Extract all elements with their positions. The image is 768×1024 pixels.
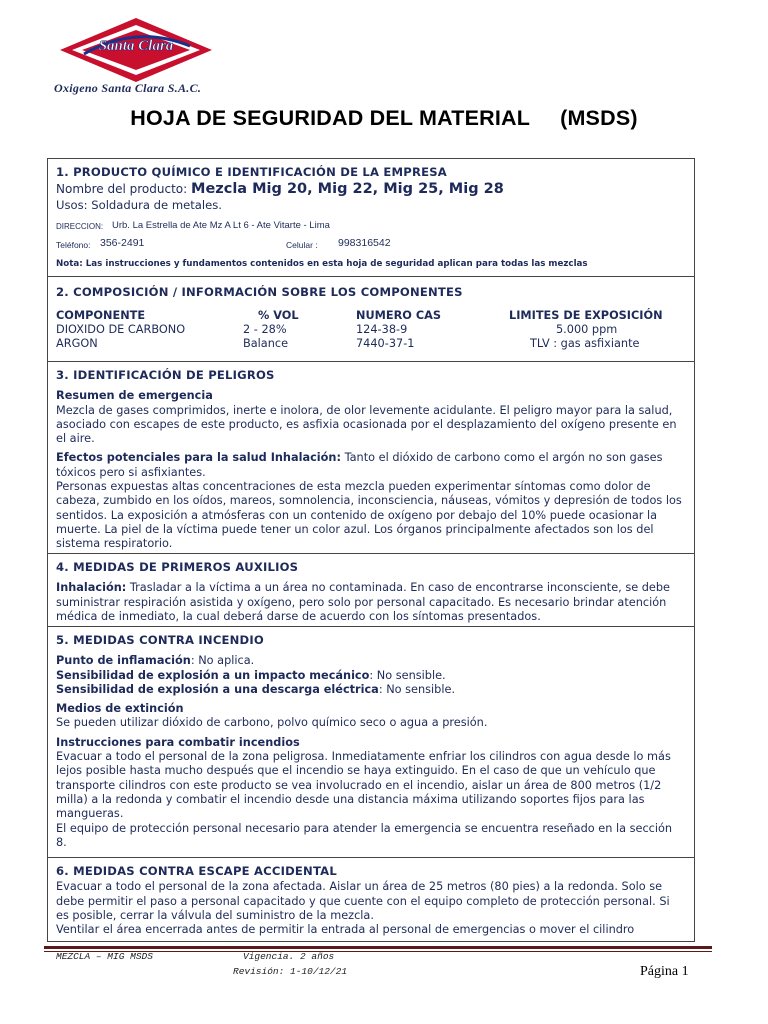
ventilation-text: Ventilar el área encerrada antes de permitir la entrada al personal de emergencias o mover el cilindro [56,923,635,937]
company-logo [56,16,216,84]
note: Nota: Las instrucciones y fundamentos contenidos en esta hoja de seguridad aplican para todas las mezclas [56,259,588,270]
table-row [56,323,686,337]
section-1-title: 1. PRODUCTO QUÍMICO E IDENTIFICACIÓN DE LA EMPRESA [56,165,447,179]
col-limits: LIMITES DE EXPOSICIÓN [509,309,663,323]
col-component: COMPONENTE [56,309,146,323]
cell-vol: Balance [243,337,289,351]
emergency-summary-heading: Resumen de emergencia [56,389,213,403]
cell-vol: 2 - 28% [243,323,287,337]
footer-doc-id: MEZCLA – MIG MSDS [56,951,153,962]
address-label: DIRECCION: [56,222,104,232]
msds-frame [47,158,695,942]
section-3-title: 3. IDENTIFICACIÓN DE PELIGROS [56,368,275,382]
first-aid-inhalation-text: Trasladar a la víctima a un área no contaminada. En caso de encontrarse inconsciente, se debe suministrar respiración asistida y oxígeno, pero solo por personal capacitado. Es necesario brindar atención médica de inmediato, la cual deberá darse de acuerdo con los síntomas presentados. [56,581,671,623]
components-table-header [56,309,686,323]
company-name: Oxigeno Santa Clara S.A.C. [54,81,202,95]
extinguishing-media-heading: Medios de extinción [56,702,184,716]
section-1 [48,159,694,277]
health-effects-heading: Efectos potenciales para la salud Inhalación: [56,451,341,465]
emergency-summary-text: Mezcla de gases comprimidos, inerte e inolora, de olor levemente acidulante. El peligro mayor para la salud, asociado con escapes de este producto, es asfixia ocasionada por el desplazamiento del oxígeno presente en el aire. [56,403,677,446]
cell-component: DIOXIDO DE CARBONO [56,323,186,337]
protective-equipment-text: El equipo de protección personal necesario para atender la emergencia se encuentra reseñado en la sección 8. [56,821,673,849]
section-2-title: 2. COMPOSICIÓN / INFORMACIÓN SOBRE LOS COMPONENTES [56,285,463,299]
exposure-symptoms-text: Personas expuestas altas concentraciones de esta mezcla pueden experimentar síntomas como dolor de cabeza, zumbido en los oídos, mareos, somnolencia, inconsciencia, náuseas, vómitos y depresión de todos los sentidos. La exposición a atmósferas con un contenido de oxígeno por debajo del 10% puede ocasionar la muerte. La piel de la víctima puede tener un color azul. Los órganos principalmente afectados son los del sistema respiratorio. [56,480,682,551]
product-name-label: Nombre del producto: [56,182,188,197]
cell-value: 998316542 [338,237,391,250]
static-discharge-sensitivity: Sensibilidad de explosión a una descarga eléctrica: No sensible. [56,682,456,696]
product-name-value: Mezcla Mig 20, Mig 22, Mig 25, Mig 28 [191,181,504,198]
phone-value: 356-2491 [100,237,145,250]
section-4 [48,554,694,627]
section-2 [48,277,694,362]
cell-limit: 5.000 ppm [556,323,618,337]
title-main: HOJA DE SEGURIDAD DEL MATERIAL [130,106,531,130]
col-cas: NUMERO CAS [356,309,441,323]
section-5 [48,627,694,858]
section-5-title: 5. MEDIDAS CONTRA INCENDIO [56,633,264,647]
address-value: Urb. La Estrella de Ate Mz A Lt 6 - Ate Vitarte - Lima [112,220,330,232]
accidental-release-text: Evacuar a todo el personal de la zona afectada. Aislar un área de 25 metros (80 pies) a la redonda. Solo se debe permitir el paso a personal capacitado y que cuente con el equipo completo de protección personal. Si es posible, cerrar la válvula del suministro de la mezcla. [56,880,670,922]
document-title [0,106,768,131]
first-aid-inhalation-heading: Inhalación: [56,581,127,595]
svg-text:Santa Clara: Santa Clara [98,38,174,54]
cell-cas: 7440-37-1 [356,337,415,351]
footer-validity: Vigencia. 2 años [243,951,335,962]
section-6-title: 6. MEDIDAS CONTRA ESCAPE ACCIDENTAL [56,864,337,878]
phone-label: Teléfono: [56,240,91,251]
cell-label: Celular : [286,240,318,251]
flash-point: Punto de inflamación: No aplica. [56,654,255,668]
section-4-title: 4. MEDIDAS DE PRIMEROS AUXILIOS [56,560,299,574]
cell-component: ARGON [56,337,98,351]
footer-revision: Revisión: 1-10/12/21 [233,966,348,977]
extinguishing-media-text: Se pueden utilizar dióxido de carbono, polvo químico seco o agua a presión. [56,716,488,730]
firefighting-text: Evacuar a todo el personal de la zona peligrosa. Inmediatamente enfriar los cilindros con agua desde lo más lejos posible hasta mucho después que el incendio se haya extinguido. En el caso de que un vehículo que transporte cilindros con este producto se vea involucrado en el incendio, aislar un área de 800 metros (1/2 milla) a la redonda y combatir el incendio desde una distancia máxima utilizando soportes fijos para las mangueras. [56,750,671,821]
health-effects-text: Tanto el dióxido de carbono como el argón no son gases tóxicos pero si asfixiantes. [56,451,663,479]
col-vol: % VOL [258,309,299,323]
section-3 [48,362,694,554]
footer-rule [44,946,712,949]
cell-cas: 124-38-9 [356,323,408,337]
title-suffix: (MSDS) [560,106,638,130]
page-number: Página 1 [640,964,689,979]
uses-line: Usos: Soldadura de metales. [56,198,222,213]
mechanical-impact-sensitivity: Sensibilidad de explosión a un impacto mecánico: No sensible. [56,668,446,682]
table-row [56,337,686,351]
cell-limit: TLV : gas asfixiante [530,337,640,351]
firefighting-heading: Instrucciones para combatir incendios [56,735,300,749]
health-effects [56,451,686,480]
section-6 [48,858,694,941]
first-aid-inhalation [56,581,686,624]
